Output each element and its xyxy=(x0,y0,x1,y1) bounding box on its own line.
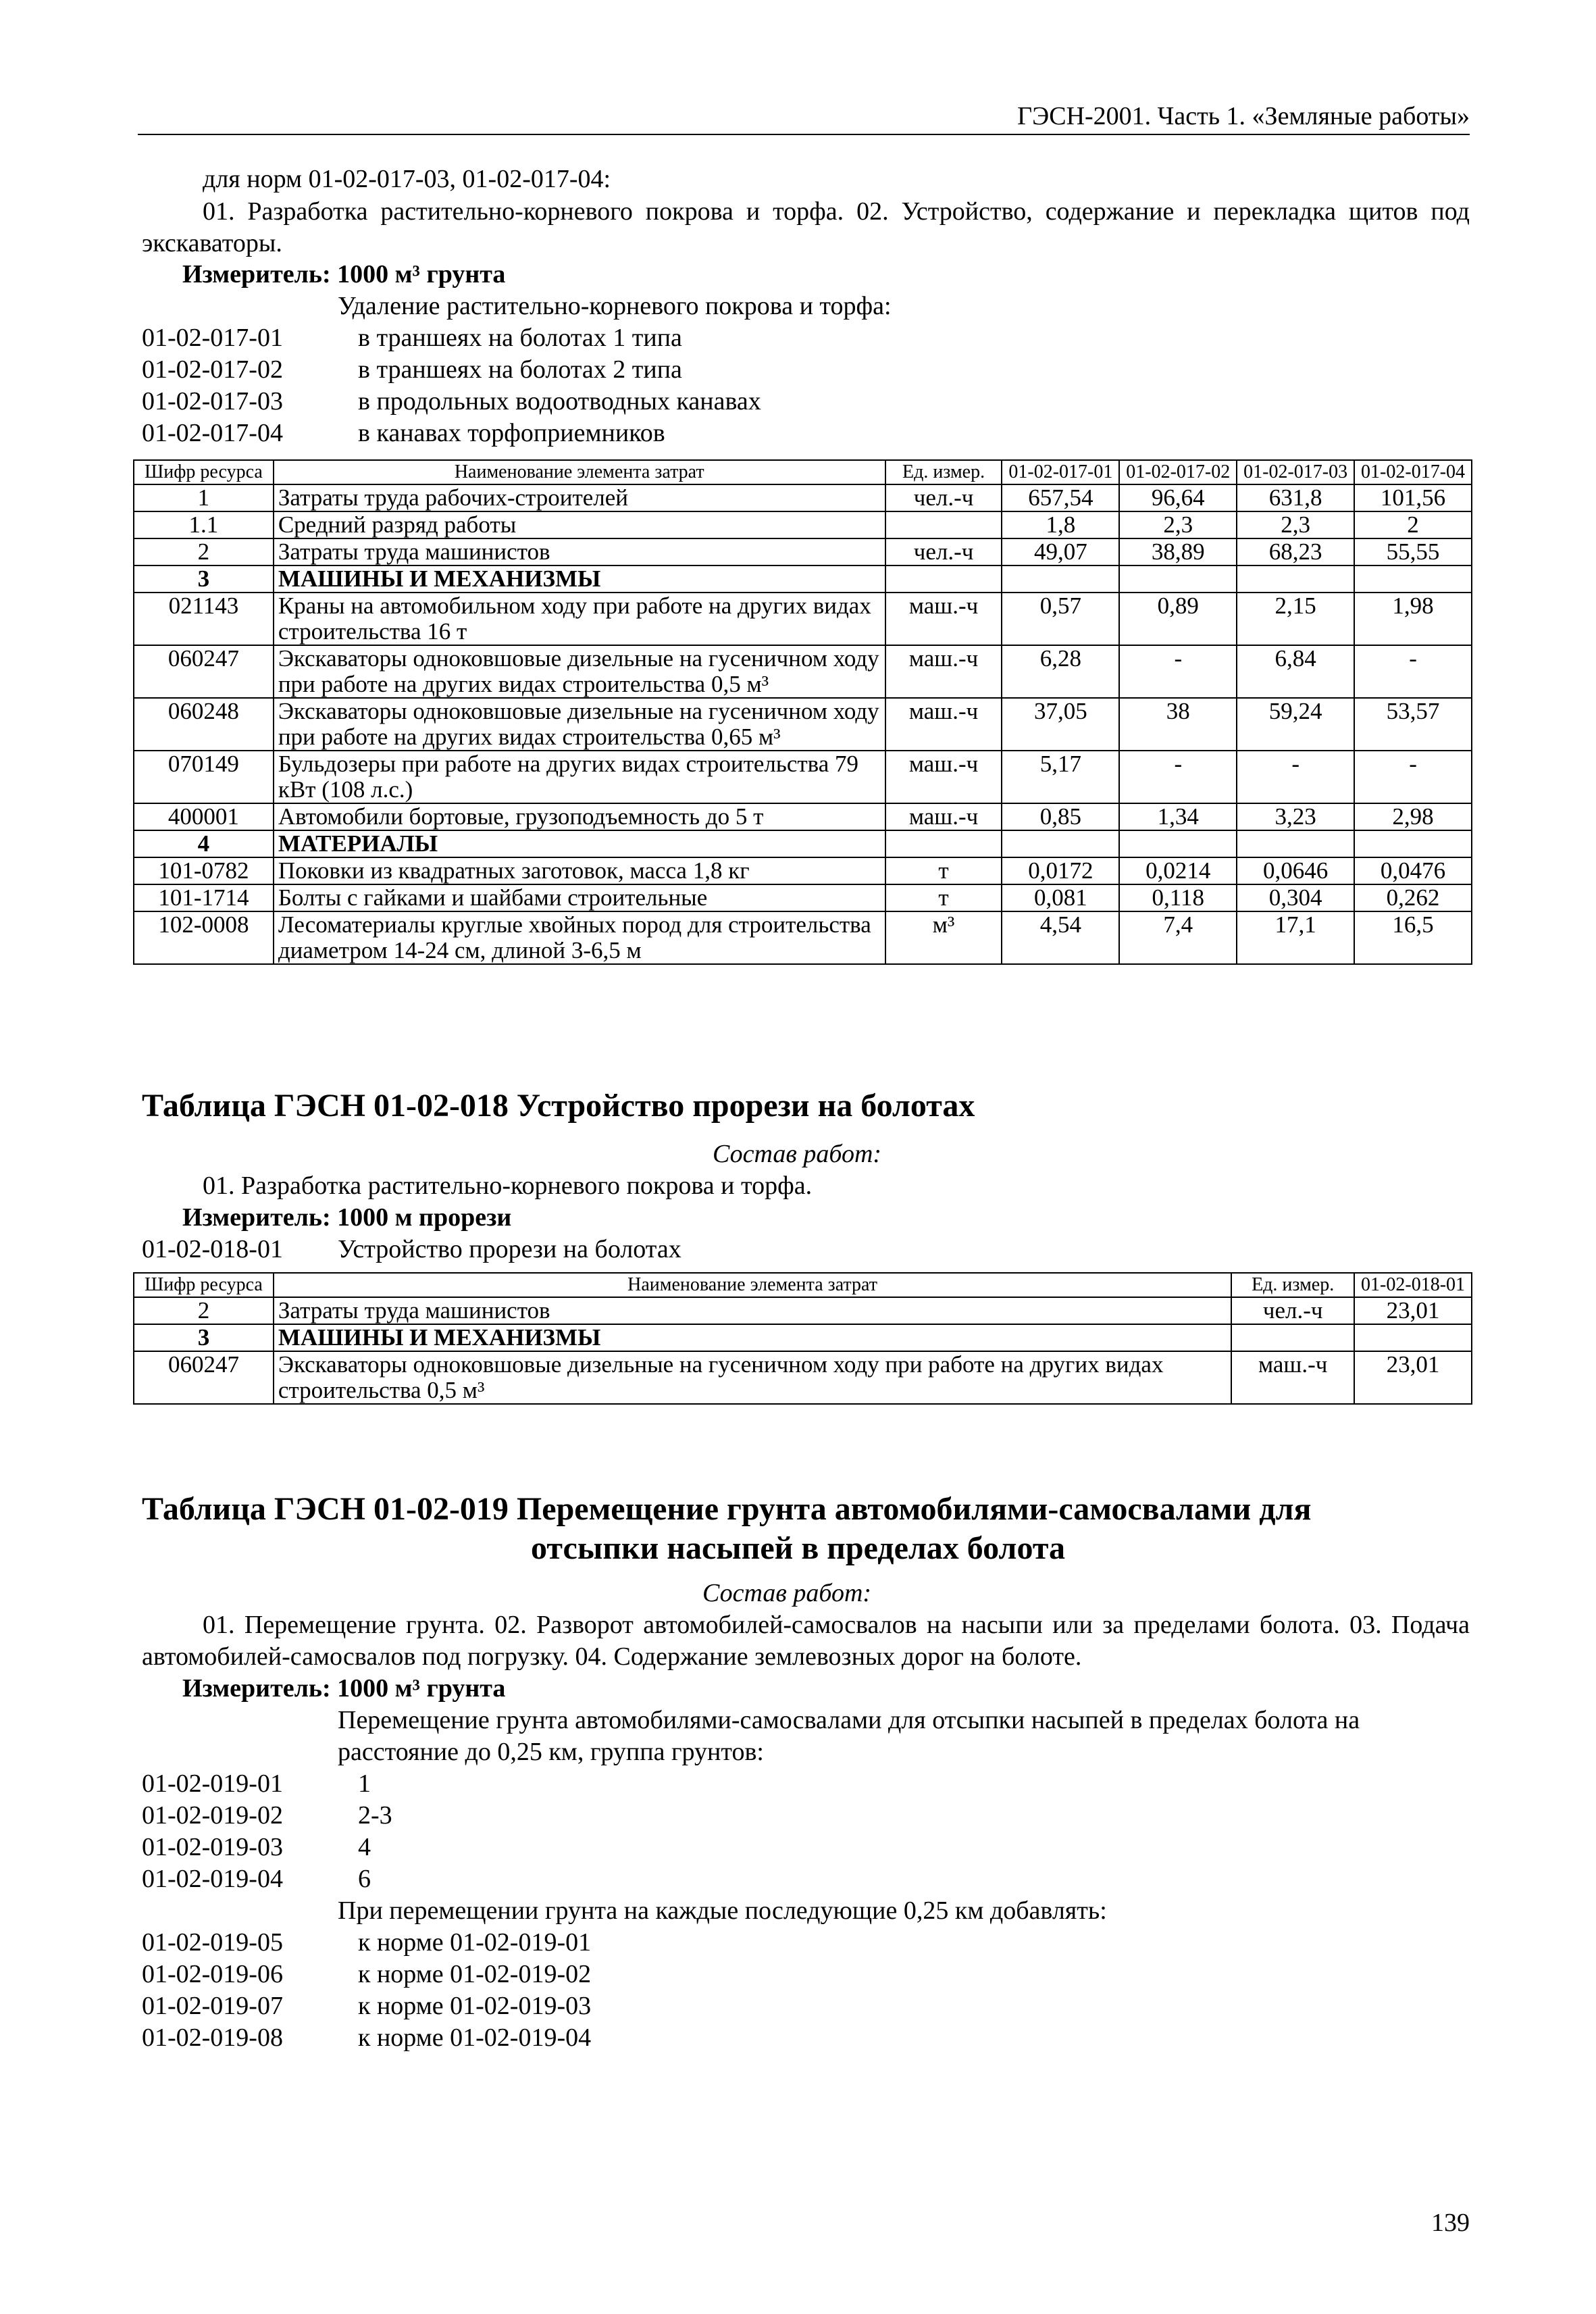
table-header-row xyxy=(134,460,1472,484)
norm-code: 01-02-019-08 xyxy=(142,2023,283,2052)
cell-value: 0,081 xyxy=(1002,884,1119,911)
col-header-code: Шифр ресурса xyxy=(134,1273,274,1297)
norm-text: к норме 01-02-019-02 xyxy=(358,1960,592,1988)
norm-code: 01-02-017-03 xyxy=(142,387,283,416)
norm-caption: Удаление растительно-корневого покрова и торфа: xyxy=(338,292,892,320)
cell-unit: м³ xyxy=(885,911,1002,964)
cell-value: 49,07 xyxy=(1002,538,1119,565)
cell-unit: чел.-ч xyxy=(885,484,1002,511)
cell-value: 0,85 xyxy=(1002,803,1119,830)
cell-value: 6,84 xyxy=(1237,645,1354,698)
cell-value: - xyxy=(1237,751,1354,803)
meter-label: Измеритель: 1000 м³ грунта xyxy=(182,260,506,288)
cell-unit: т xyxy=(885,884,1002,911)
table-row xyxy=(134,538,1472,565)
norm-code: 01-02-017-02 xyxy=(142,355,283,384)
page-number: 139 xyxy=(1431,2209,1470,2237)
cell-name: Краны на автомобильном ходу при работе на других видах строительства 16 т xyxy=(274,593,885,645)
cell-value: - xyxy=(1119,751,1237,803)
cell-value xyxy=(1354,1324,1472,1351)
cell-name: Затраты труда машинистов xyxy=(274,538,885,565)
cell-value: 0,304 xyxy=(1237,884,1354,911)
norm-text: в траншеях на болотах 2 типа xyxy=(358,355,682,384)
cell-code: 400001 xyxy=(134,803,274,830)
table-row xyxy=(134,511,1472,538)
cell-value: 0,262 xyxy=(1354,884,1472,911)
table-row xyxy=(134,884,1472,911)
cell-code: 2 xyxy=(134,1297,274,1324)
col-header-unit: Ед. измер. xyxy=(1231,1273,1354,1297)
norm-code: 01-02-019-06 xyxy=(142,1960,283,1988)
norm-text: в продольных водоотводных канавах xyxy=(358,387,761,416)
norm-code: 01-02-019-05 xyxy=(142,1928,283,1957)
cell-code: 3 xyxy=(134,565,274,593)
cell-code: 060247 xyxy=(134,1351,274,1404)
col-header-code: Шифр ресурса xyxy=(134,460,274,484)
cell-code: 1.1 xyxy=(134,511,274,538)
table-row xyxy=(134,911,1472,964)
cell-code: 070149 xyxy=(134,751,274,803)
cell-value: 96,64 xyxy=(1119,484,1237,511)
cell-name: МАШИНЫ И МЕХАНИЗМЫ xyxy=(274,1324,1231,1351)
cell-value xyxy=(1119,565,1237,593)
cell-value: 0,89 xyxy=(1119,593,1237,645)
cell-value xyxy=(1002,830,1119,857)
table-row xyxy=(134,565,1472,593)
cell-value: 53,57 xyxy=(1354,698,1472,751)
cell-value: - xyxy=(1354,751,1472,803)
cell-unit: чел.-ч xyxy=(885,538,1002,565)
table-row xyxy=(134,1297,1472,1324)
cell-value: 0,0172 xyxy=(1002,857,1119,884)
cell-name: Средний разряд работы xyxy=(274,511,885,538)
cell-unit xyxy=(885,830,1002,857)
cell-name: Экскаваторы одноковшовые дизельные на гусеничном ходу при работе на других видах строительства 0,65 м³ xyxy=(274,698,885,751)
cell-code: 101-1714 xyxy=(134,884,274,911)
cell-name: Лесоматериалы круглые хвойных пород для строительства диаметром 14-24 см, длиной 3-6,5 м xyxy=(274,911,885,964)
works-description: 01. Разработка растительно-корневого покрова и торфа. xyxy=(203,1172,813,1200)
cell-code: 060248 xyxy=(134,698,274,751)
cell-value: 0,0646 xyxy=(1237,857,1354,884)
cell-value xyxy=(1002,565,1119,593)
cell-name: Болты с гайками и шайбами строительные xyxy=(274,884,885,911)
cell-value: 38,89 xyxy=(1119,538,1237,565)
cell-value: 59,24 xyxy=(1237,698,1354,751)
cell-unit: чел.-ч xyxy=(1231,1297,1354,1324)
table-row xyxy=(134,484,1472,511)
cell-value xyxy=(1354,565,1472,593)
cell-code: 2 xyxy=(134,538,274,565)
cell-value: 6,28 xyxy=(1002,645,1119,698)
cell-value xyxy=(1237,565,1354,593)
works-label: Состав работ: xyxy=(713,1140,882,1168)
table-row xyxy=(134,803,1472,830)
col-header-norm: 01-02-017-01 xyxy=(1002,460,1119,484)
norm-text: Устройство прорези на болотах xyxy=(338,1235,681,1263)
meter-label: Измеритель: 1000 м прорези xyxy=(182,1203,512,1232)
norm-caption: При перемещении грунта на каждые последующие 0,25 км добавлять: xyxy=(338,1896,1107,1925)
col-header-norm: 01-02-017-02 xyxy=(1119,460,1237,484)
cell-code: 1 xyxy=(134,484,274,511)
cell-value: 37,05 xyxy=(1002,698,1119,751)
cell-name: Автомобили бортовые, грузоподъемность до 5 т xyxy=(274,803,885,830)
cell-name: Экскаваторы одноковшовые дизельные на гусеничном ходу при работе на других видах строительства 0,5 м³ xyxy=(274,1351,1231,1404)
col-header-norm: 01-02-017-03 xyxy=(1237,460,1354,484)
cell-value: 23,01 xyxy=(1354,1297,1472,1324)
running-header: ГЭСН-2001. Часть 1. «Земляные работы» xyxy=(138,101,1470,135)
cell-value: 38 xyxy=(1119,698,1237,751)
cell-unit xyxy=(1231,1324,1354,1351)
cell-name: Бульдозеры при работе на других видах строительства 79 кВт (108 л.с.) xyxy=(274,751,885,803)
norm-code: 01-02-018-01 xyxy=(142,1235,283,1263)
norm-text: 6 xyxy=(358,1865,371,1893)
cell-value: 657,54 xyxy=(1002,484,1119,511)
cell-value: 101,56 xyxy=(1354,484,1472,511)
cell-value: 2 xyxy=(1354,511,1472,538)
cell-value: - xyxy=(1354,645,1472,698)
cell-code: 021143 xyxy=(134,593,274,645)
cell-value: 68,23 xyxy=(1237,538,1354,565)
table-row xyxy=(134,857,1472,884)
table-row xyxy=(134,1351,1472,1404)
cell-value: 2,3 xyxy=(1119,511,1237,538)
cell-name: МАШИНЫ И МЕХАНИЗМЫ xyxy=(274,565,885,593)
cell-value: 1,98 xyxy=(1354,593,1472,645)
norm-text: 4 xyxy=(358,1833,371,1861)
norm-text: к норме 01-02-019-04 xyxy=(358,2023,592,2052)
cell-value: 5,17 xyxy=(1002,751,1119,803)
norm-text: в траншеях на болотах 1 типа xyxy=(358,324,682,352)
norm-code: 01-02-019-02 xyxy=(142,1801,283,1830)
norm-code: 01-02-019-04 xyxy=(142,1865,283,1893)
norm-text: в канавах торфоприемников xyxy=(358,419,665,447)
cell-unit xyxy=(885,511,1002,538)
resource-table-017 xyxy=(133,459,1472,965)
table-row xyxy=(134,698,1472,751)
norm-code: 01-02-019-03 xyxy=(142,1833,283,1861)
works-description: 01. Разработка растительно-корневого покрова и торфа. 02. Устройство, содержание и перекладка щитов под экскаваторы. xyxy=(142,197,1470,257)
cell-unit: маш.-ч xyxy=(885,645,1002,698)
cell-code: 4 xyxy=(134,830,274,857)
cell-value: - xyxy=(1119,645,1237,698)
cell-value: 23,01 xyxy=(1354,1351,1472,1404)
table-row xyxy=(134,751,1472,803)
cell-value: 631,8 xyxy=(1237,484,1354,511)
cell-unit: маш.-ч xyxy=(885,698,1002,751)
cell-code: 060247 xyxy=(134,645,274,698)
norm-text: к норме 01-02-019-01 xyxy=(358,1928,592,1957)
cell-name: Экскаваторы одноковшовые дизельные на гусеничном ходу при работе на других видах строительства 0,5 м³ xyxy=(274,645,885,698)
norm-text: 1 xyxy=(358,1769,371,1798)
cell-value: 3,23 xyxy=(1237,803,1354,830)
cell-code: 3 xyxy=(134,1324,274,1351)
cell-value: 2,3 xyxy=(1237,511,1354,538)
cell-value: 1,34 xyxy=(1119,803,1237,830)
norm-code: 01-02-019-01 xyxy=(142,1769,283,1798)
norm-text: к норме 01-02-019-03 xyxy=(358,1992,592,2020)
cell-value: 55,55 xyxy=(1354,538,1472,565)
cell-unit: маш.-ч xyxy=(1231,1351,1354,1404)
cell-value: 7,4 xyxy=(1119,911,1237,964)
section-title: Таблица ГЭСН 01-02-018 Устройство прорези на болотах xyxy=(142,1088,975,1124)
cell-code: 101-0782 xyxy=(134,857,274,884)
cell-value: 17,1 xyxy=(1237,911,1354,964)
col-header-norm: 01-02-017-04 xyxy=(1354,460,1472,484)
col-header-unit: Ед. измер. xyxy=(885,460,1002,484)
section-title: Таблица ГЭСН 01-02-019 Перемещение грунта автомобилями-самосвалами для xyxy=(142,1491,1312,1527)
table-row xyxy=(134,593,1472,645)
cell-value: 2,98 xyxy=(1354,803,1472,830)
cell-value: 2,15 xyxy=(1237,593,1354,645)
norms-intro: для норм 01-02-017-03, 01-02-017-04: xyxy=(203,165,611,193)
table-row xyxy=(134,1324,1472,1351)
cell-value xyxy=(1354,830,1472,857)
cell-value: 0,0476 xyxy=(1354,857,1472,884)
cell-value xyxy=(1119,830,1237,857)
cell-value: 16,5 xyxy=(1354,911,1472,964)
cell-name: Поковки из квадратных заготовок, масса 1,8 кг xyxy=(274,857,885,884)
cell-name: МАТЕРИАЛЫ xyxy=(274,830,885,857)
table-header-row xyxy=(134,1273,1472,1297)
norm-code: 01-02-017-04 xyxy=(142,419,283,447)
cell-code: 102-0008 xyxy=(134,911,274,964)
norm-text: 2-3 xyxy=(358,1801,392,1830)
cell-unit: маш.-ч xyxy=(885,593,1002,645)
cell-unit: т xyxy=(885,857,1002,884)
norm-code: 01-02-017-01 xyxy=(142,324,283,352)
works-description: 01. Перемещение грунта. 02. Разворот автомобилей-самосвалов на насыпи или за пределами болота. 03. Подача автомобилей-самосвалов под погрузку. 04. Содержание землевозных дорог на болоте. xyxy=(142,1611,1470,1671)
cell-value xyxy=(1237,830,1354,857)
cell-name: Затраты труда машинистов xyxy=(274,1297,1231,1324)
cell-name: Затраты труда рабочих-строителей xyxy=(274,484,885,511)
norm-caption: Перемещение грунта автомобилями-самосвалами для отсыпки насыпей в пределах болота на расстояние до 0,25 км, группа грунтов: xyxy=(338,1706,1360,1766)
resource-table-018 xyxy=(133,1272,1472,1405)
col-header-name: Наименование элемента затрат xyxy=(274,1273,1231,1297)
cell-value: 0,57 xyxy=(1002,593,1119,645)
meter-label: Измеритель: 1000 м³ грунта xyxy=(182,1674,506,1703)
cell-unit: маш.-ч xyxy=(885,803,1002,830)
works-label: Состав работ: xyxy=(702,1579,872,1607)
section-title-cont: отсыпки насыпей в пределах болота xyxy=(531,1530,1065,1566)
cell-value: 0,0214 xyxy=(1119,857,1237,884)
norm-code: 01-02-019-07 xyxy=(142,1992,283,2020)
cell-value: 4,54 xyxy=(1002,911,1119,964)
table-row xyxy=(134,830,1472,857)
cell-value: 0,118 xyxy=(1119,884,1237,911)
cell-unit xyxy=(885,565,1002,593)
col-header-norm: 01-02-018-01 xyxy=(1354,1273,1472,1297)
cell-unit: маш.-ч xyxy=(885,751,1002,803)
cell-value: 1,8 xyxy=(1002,511,1119,538)
col-header-name: Наименование элемента затрат xyxy=(274,460,885,484)
table-row xyxy=(134,645,1472,698)
